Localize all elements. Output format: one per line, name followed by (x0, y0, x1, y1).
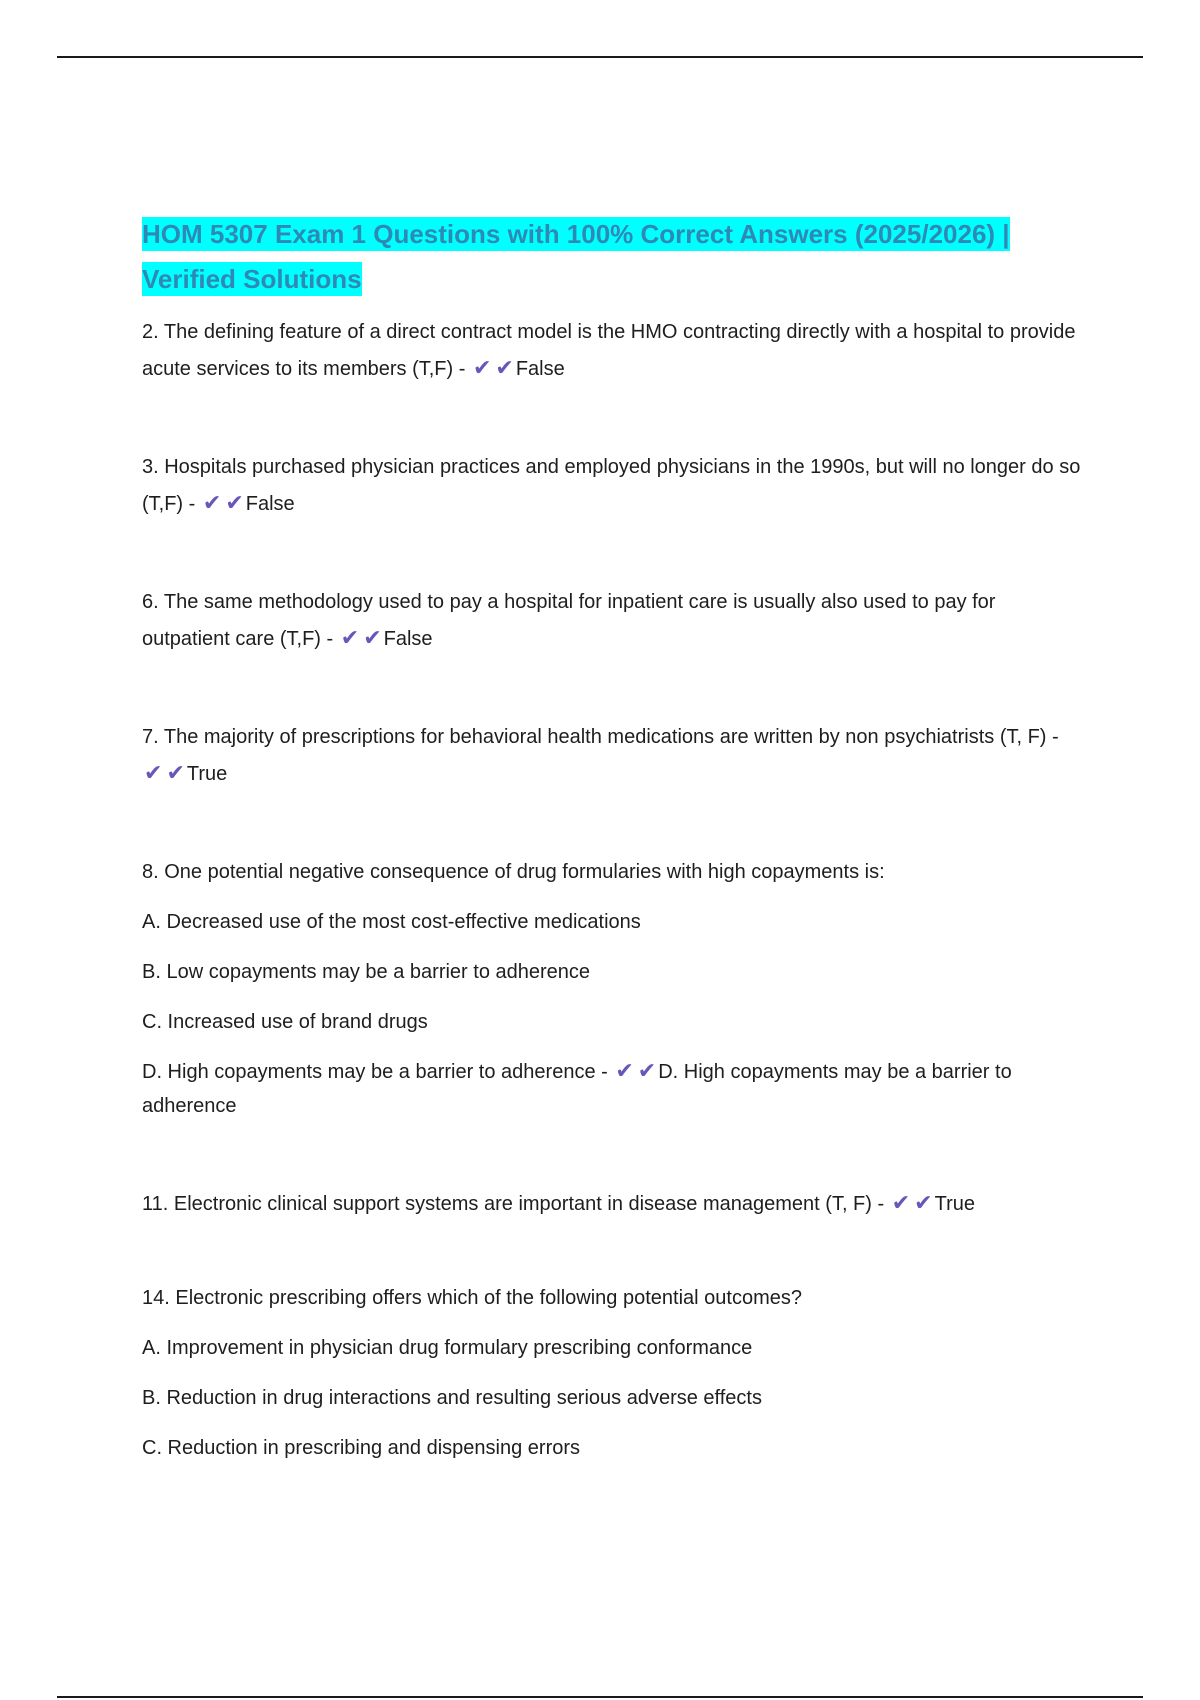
check-icon: ✔ (363, 625, 382, 650)
answer-text: True (186, 763, 228, 785)
check-icon: ✔ (615, 1058, 634, 1083)
question-text: 14. Electronic prescribing offers which of the following potential outcomes? (142, 1287, 802, 1309)
check-icon: ✔ (637, 1058, 657, 1083)
question-item (142, 1185, 1082, 1222)
question-item (142, 449, 1082, 522)
option-c: C. Reduction in prescribing and dispensing errors (142, 1437, 581, 1459)
question-item (142, 719, 1082, 792)
title-highlight: HOM 5307 Exam 1 Questions with 100% Correct Answers (2025/2026) | Verified Solutions (142, 219, 1010, 294)
option-b: B. Reduction in drug interactions and resulting serious adverse effects (142, 1387, 762, 1409)
check-icon: ✔ (340, 625, 360, 650)
option-a: A. Improvement in physician drug formulary prescribing conformance (142, 1337, 753, 1359)
option-a: A. Decreased use of the most cost-effective medications (142, 911, 641, 933)
check-icon: ✔ (225, 490, 244, 515)
question-text (142, 1185, 1082, 1222)
question-prompt: 6. The same methodology used to pay a hospital for inpatient care is usually also used to pay for outpatient care (T,F) - (142, 591, 996, 650)
question-prompt: 7. The majority of prescriptions for behavioral health medications are written by non psychiatrists (T, F) - (142, 726, 1059, 748)
option-d: D. High copayments may be a barrier to adherence - (142, 1061, 608, 1083)
question-text (142, 449, 1082, 522)
question-prompt: 11. Electronic clinical support systems are important in disease management (T, F) - (142, 1193, 885, 1215)
question-item (142, 854, 1082, 1123)
document-body (142, 212, 1082, 1466)
option-c: C. Increased use of brand drugs (142, 1011, 428, 1033)
option-d-answer (142, 1054, 1082, 1123)
check-icon: ✔ (495, 355, 514, 380)
answer-text: D. High copayments may be a barrier to adherence (142, 1061, 1012, 1117)
question-text (142, 584, 1082, 657)
question-text (142, 719, 1082, 792)
check-icon: ✔ (166, 760, 185, 785)
question-item (142, 1280, 1082, 1466)
question-prompt: 3. Hospitals purchased physician practices and employed physicians in the 1990s, but will no longer do so (T,F) - (142, 456, 1081, 515)
answer-text: False (515, 358, 565, 380)
check-icon: ✔ (144, 760, 163, 785)
answer-text: False (383, 628, 433, 650)
check-icon: ✔ (891, 1190, 911, 1215)
check-icon: ✔ (472, 355, 492, 380)
bottom-rule (57, 1696, 1143, 1698)
question-prompt: 2. The defining feature of a direct contract model is the HMO contracting directly with a hospital to provide acute services to its members (T,F) - (142, 321, 1076, 380)
question-text (142, 314, 1082, 387)
top-rule (57, 56, 1143, 58)
option-b: B. Low copayments may be a barrier to adherence (142, 961, 591, 983)
check-icon: ✔ (914, 1190, 933, 1215)
question-item (142, 314, 1082, 387)
answer-text: False (245, 493, 295, 515)
check-icon: ✔ (202, 490, 222, 515)
question-item (142, 584, 1082, 657)
answer-text: True (934, 1193, 975, 1215)
question-text: 8. One potential negative consequence of drug formularies with high copayments is: (142, 861, 885, 883)
document-title (142, 212, 1082, 302)
